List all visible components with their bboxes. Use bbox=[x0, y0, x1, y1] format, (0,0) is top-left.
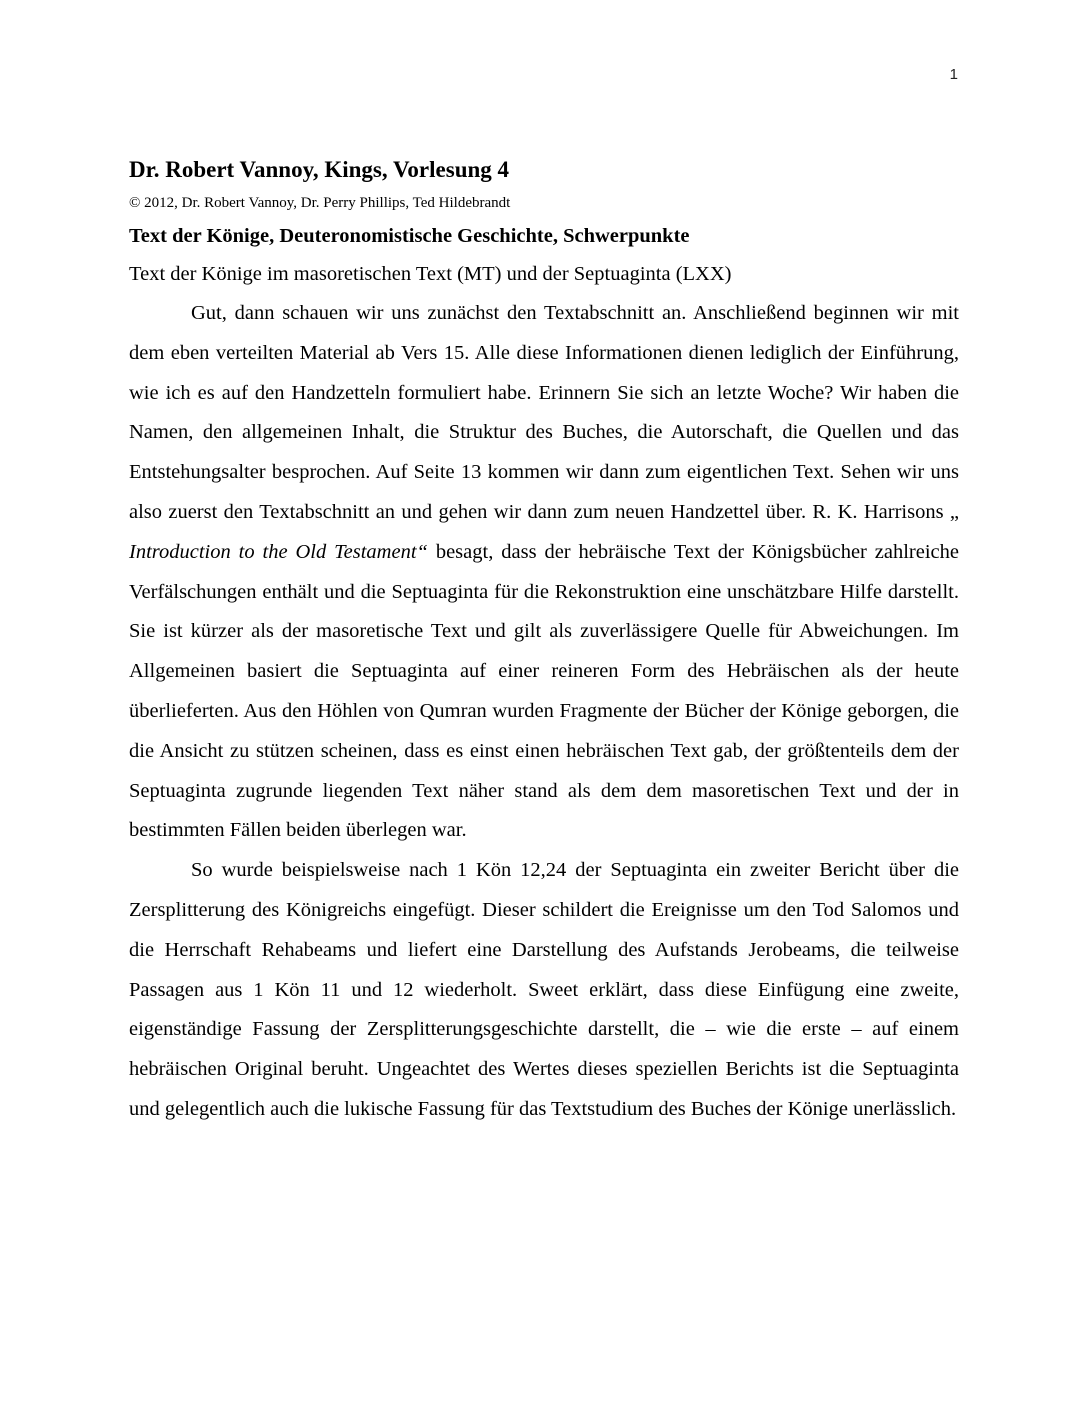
paragraph-2: So wurde beispielsweise nach 1 Kön 12,24 der Septuaginta ein zweiter Bericht über die Zersplitterung des Königreichs eingefügt. Dieser schildert die Ereignisse um den Tod Salomos und die Herrschaft Rehabeams und liefert eine Darstellung des Aufstands Jerobeams, die teilweise Passagen aus 1 Kön 11 und 12 wiederholt. Sweet erklärt, dass diese Einfügung eine zweite, eigenständige Fassung der Zersplitterungsgeschichte darstellt, die – wie die erste – auf einem hebräischen Original beruht. Ungeachtet des Wertes dieses speziellen Berichts ist die Septuaginta und gelegentlich auch die lukische Fassung für das Textstudium des Buches der Könige unerlässlich. bbox=[129, 859, 959, 1120]
document-subtitle: Text der Könige, Deuteronomistische Geschichte, Schwerpunkte bbox=[129, 225, 690, 247]
book-title-italic: Introduction to the Old Testament“ bbox=[129, 540, 428, 563]
document-body bbox=[129, 152, 959, 1130]
paragraph-1 bbox=[129, 294, 959, 851]
copyright-line: © 2012, Dr. Robert Vannoy, Dr. Perry Phillips, Ted Hildebrandt bbox=[129, 195, 511, 211]
section-heading: Text der Könige im masoretischen Text (MT) und der Septuaginta (LXX) bbox=[129, 263, 732, 285]
page-number: 1 bbox=[949, 66, 958, 83]
paragraph-1-part-1: Gut, dann schauen wir uns zunächst den Textabschnitt an. Anschließend beginnen wir mit dem eben verteilten Material ab Vers 15. Alle diese Informationen dienen lediglich der Einführung, wie ich es auf den Handzetteln formuliert habe. Erinnern Sie sich an letzte Woche? Wir haben die Namen, den allgemeinen Inhalt, die Struktur des Buches, die Autorschaft, die Quellen und das Entstehungsalter besprochen. Auf Seite 13 kommen wir dann zum eigentlichen Text. Sehen wir uns also zuerst den Textabschnitt an und gehen wir dann zum neuen Handzettel über. R. K. Harrisons „ bbox=[129, 302, 959, 523]
paragraph-1-part-2: besagt, dass der hebräische Text der Königsbücher zahlreiche Verfälschungen enthält und die Septuaginta für die Rekonstruktion eine unschätzbare Hilfe darstellt. Sie ist kürzer als der masoretische Text und gilt als zuverlässigere Quelle für Abweichungen. Im Allgemeinen basiert die Septuaginta auf einer reineren Form des Hebräischen als der heute überlieferten. Aus den Höhlen von Qumran wurden Fragmente der Bücher der Könige geborgen, die die Ansicht zu stützen scheinen, dass es einst einen hebräischen Text gab, der größtenteils dem der Septuaginta zugrunde liegenden Text näher stand als dem dem masoretischen Text und der in bestimmten Fällen beiden überlegen war. bbox=[129, 540, 960, 842]
document-title: Dr. Robert Vannoy, Kings, Vorlesung 4 bbox=[129, 157, 510, 182]
